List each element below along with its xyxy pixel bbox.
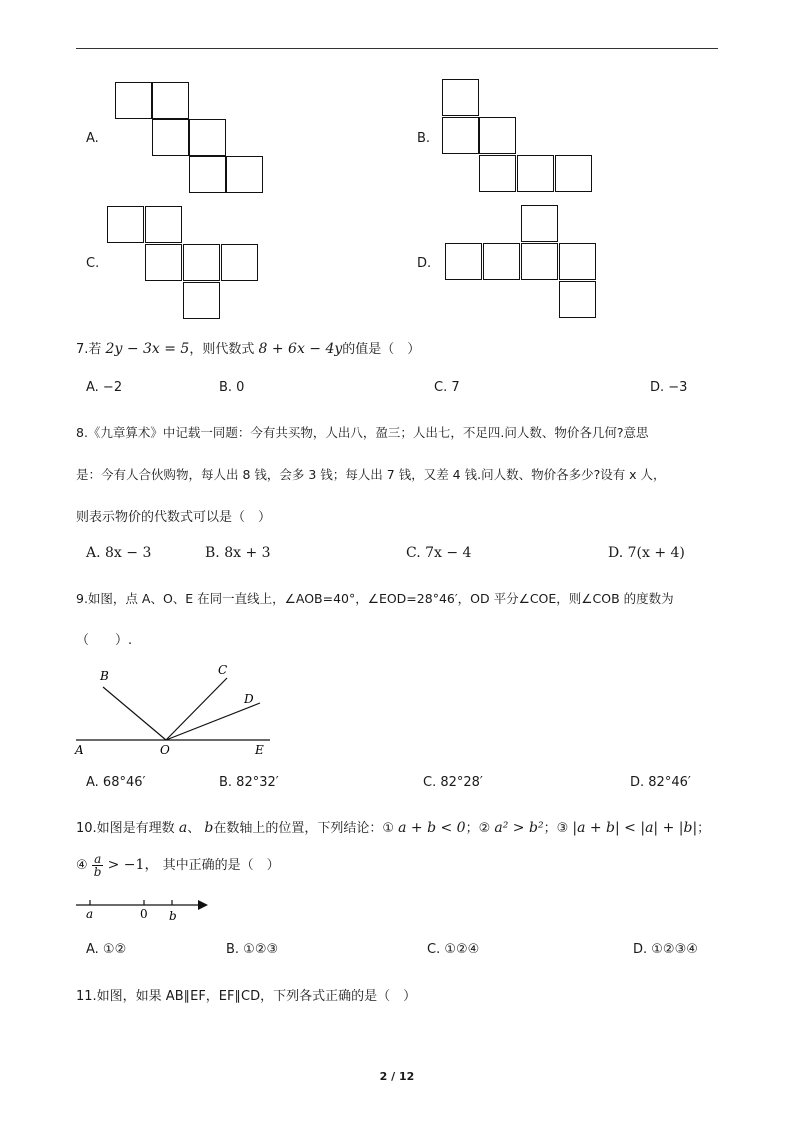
q9-option-a: A. 68°46′ — [86, 775, 146, 790]
label-b: b — [169, 909, 177, 923]
net-square — [559, 243, 596, 280]
q10-sep-4: ； — [697, 821, 711, 836]
q7-option-c: C. 7 — [434, 380, 460, 395]
page-number: 2 / 12 — [379, 1070, 415, 1083]
q10-var-b: b — [204, 820, 214, 836]
q7-option-d: D. −3 — [650, 380, 688, 395]
q9-option-b: B. 82°32′ — [219, 775, 279, 790]
net-square — [145, 206, 182, 243]
label-c: C — [218, 663, 228, 677]
label-zero: 0 — [140, 907, 148, 921]
q10-sep-2: ；② — [465, 821, 491, 836]
q8-option-b: B. 8x + 3 — [205, 545, 271, 561]
net-square — [115, 82, 152, 119]
label-a: a — [86, 907, 94, 921]
net-square — [189, 119, 226, 156]
ray-oc — [166, 678, 227, 740]
label-e: E — [255, 743, 264, 757]
ray-od — [166, 703, 260, 740]
q9-line-2: （ ）. — [76, 633, 133, 648]
header-rule — [76, 48, 718, 49]
q7-stem — [76, 338, 420, 357]
q10-fraction — [92, 853, 104, 878]
net-square — [445, 243, 482, 280]
ray-ob — [103, 687, 166, 740]
q7-prefix: 7.若 — [76, 342, 102, 357]
option-label: A. — [86, 131, 99, 146]
q9-option-c: C. 82°28′ — [423, 775, 483, 790]
net-square — [479, 155, 516, 192]
q7-suffix: 的值是（ ） — [342, 342, 421, 357]
label-o: O — [160, 743, 170, 757]
net-square — [221, 244, 258, 281]
q8-option-a: A. 8x − 3 — [86, 545, 152, 561]
q7-middle: ，则代数式 — [189, 342, 255, 357]
net-square — [226, 156, 263, 193]
q10-question: 其中正确的是（ ） — [162, 858, 280, 873]
net-square — [559, 281, 596, 318]
net-square — [442, 79, 479, 116]
net-square — [479, 117, 516, 154]
q8-option-d: D. 7(x + 4) — [608, 545, 685, 561]
q10-option-d: D. ①②③④ — [633, 942, 698, 957]
q7-option-a: A. −2 — [86, 380, 123, 395]
fraction-denominator: b — [93, 865, 102, 879]
q9-angle-figure — [70, 660, 280, 760]
q10-sep: 、 — [187, 821, 201, 836]
q8-line-2: 是：今有人合伙购物，每人出 8 钱，会多 3 钱；每人出 7 钱，又差 4 钱.问人数、物价各多少?设有 x 人， — [76, 467, 666, 482]
label-a: A — [75, 743, 84, 757]
net-square — [152, 119, 189, 156]
q10-option-b: B. ①②③ — [226, 942, 279, 957]
q10-var-a: a — [178, 820, 188, 836]
option-label: C. — [86, 256, 100, 271]
q10-conclusion-4: > −1， — [107, 857, 159, 873]
option-label: D. — [417, 256, 432, 271]
net-square — [555, 155, 592, 192]
q10-conclusion-3: |a + b| < |a| + |b| — [572, 820, 698, 836]
q10-sep-3: ；③ — [543, 821, 569, 836]
option-label: B. — [417, 131, 431, 146]
q8-option-c: C. 7x − 4 — [406, 545, 472, 561]
q10-prefix: 10.如图是有理数 — [76, 821, 175, 836]
q10-middle: 在数轴上的位置，下列结论：① — [213, 821, 394, 836]
q7-option-b: B. 0 — [219, 380, 245, 395]
net-square — [483, 243, 520, 280]
q9-option-d: D. 82°46′ — [630, 775, 691, 790]
q7-condition: 2y − 3x = 5 — [105, 341, 190, 357]
q8-line-3: 则表示物价的代数式可以是（ ） — [76, 510, 272, 525]
q10-circle-4: ④ — [76, 858, 88, 873]
q10-option-c: C. ①②④ — [427, 942, 480, 957]
q7-expression: 8 + 6x − 4y — [258, 341, 343, 357]
net-square — [521, 243, 558, 280]
label-d: D — [244, 692, 254, 706]
q11-line-1: 11.如图，如果 AB∥EF，EF∥CD，下列各式正确的是（ ） — [76, 989, 417, 1004]
q10-conclusion-1: a + b < 0 — [398, 820, 466, 836]
net-square — [183, 244, 220, 281]
net-square — [517, 155, 554, 192]
net-square — [107, 206, 144, 243]
net-square — [442, 117, 479, 154]
q10-line-2 — [76, 853, 280, 878]
net-square — [152, 82, 189, 119]
net-square — [183, 282, 220, 319]
q9-line-1: 9.如图，点 A、O、E 在同一直线上，∠AOB=40°，∠EOD=28°46′，OD 平分∠COE，则∠COB 的度数为 — [76, 591, 674, 606]
q10-number-line — [74, 893, 214, 925]
q10-option-a: A. ①② — [86, 942, 127, 957]
label-b: B — [100, 669, 109, 683]
axis-arrow-icon — [198, 900, 208, 910]
fraction-numerator: a — [92, 853, 104, 866]
net-square — [189, 156, 226, 193]
net-square — [521, 205, 558, 242]
q10-line-1 — [76, 817, 710, 836]
net-square — [145, 244, 182, 281]
q8-line-1: 8.《九章算术》中记载一同题：今有共买物，人出八，盈三；人出七，不足四.问人数、物价各几何?意思 — [76, 425, 649, 440]
q10-conclusion-2: a² > b² — [494, 820, 544, 836]
